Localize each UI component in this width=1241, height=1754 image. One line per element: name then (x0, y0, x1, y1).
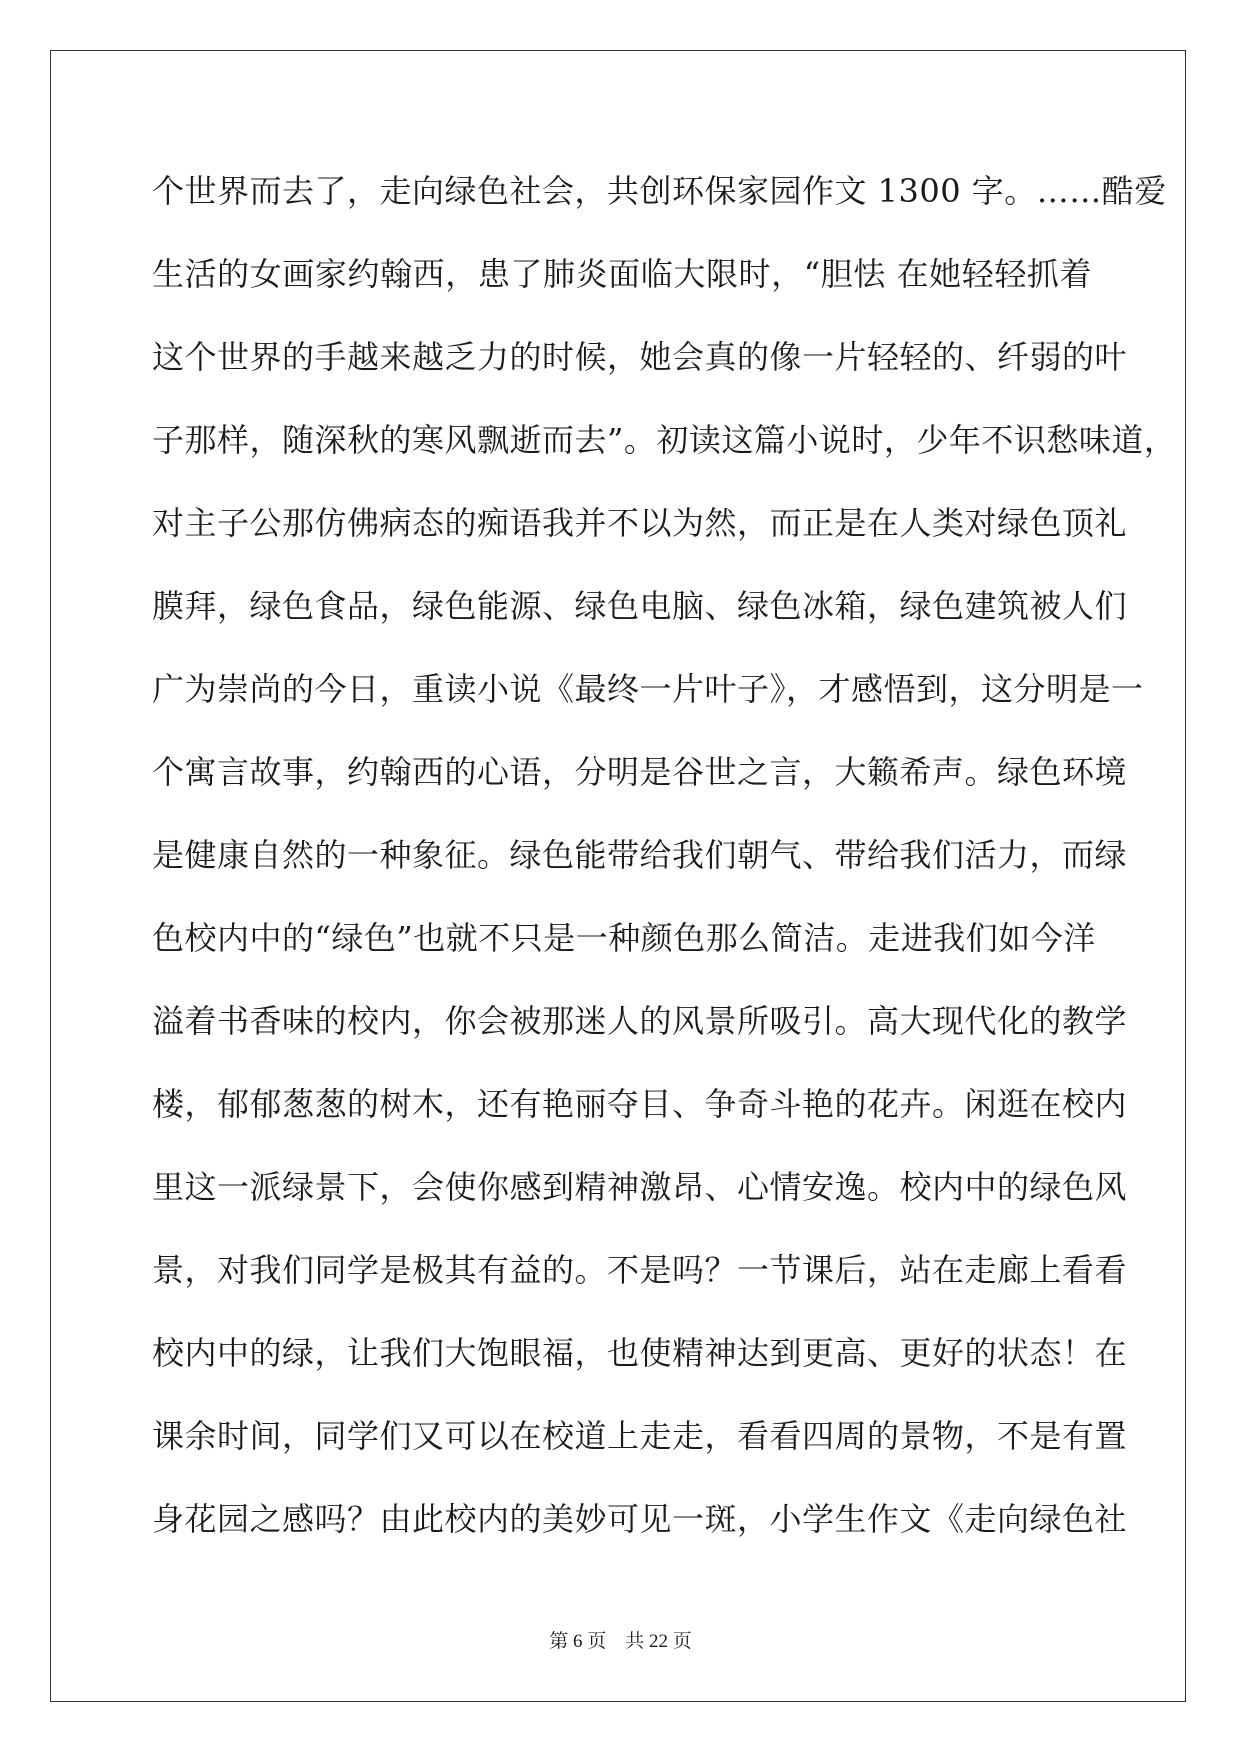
text-line: 色校内中的“绿色”也就不只是一种颜色那么简洁。走进我们如今洋 (152, 919, 1096, 957)
text-line: 课余时间，同学们又可以在校道上走走，看看四周的景物，不是有置 (152, 1417, 1128, 1455)
text-line: 个世界而去了，走向绿色社会，共创环保家园作文 1300 字。……酷爱 (152, 172, 1167, 210)
text-line: 校内中的绿，让我们大饱眼福，也使精神达到更高、更好的状态！在 (152, 1334, 1128, 1372)
body-text (152, 163, 1177, 1574)
text-line: 里这一派绿景下，会使你感到精神激昂、心情安逸。校内中的绿色风 (152, 1168, 1128, 1206)
text-line: 生活的女画家约翰西，患了肺炎面临大限时，“胆怯 在她轻轻抓着 (152, 255, 1092, 293)
page-footer (0, 1626, 1241, 1653)
text-line: 身花园之感吗？由此校内的美妙可见一斑，小学生作文《走向绿色社 (152, 1500, 1128, 1538)
text-line: 个寓言故事，约翰西的心语，分明是谷世之言，大籁希声。绿色环境 (152, 753, 1128, 791)
text-line: 景，对我们同学是极其有益的。不是吗？一节课后，站在走廊上看看 (152, 1251, 1128, 1289)
text-line: 溢着书香味的校内，你会被那迷人的风景所吸引。高大现代化的教学 (152, 1002, 1128, 1040)
page-number-current: 第 6 页 (549, 1631, 607, 1652)
text-line: 对主子公那仿佛病态的痴语我并不以为然，而正是在人类对绿色顶礼 (152, 504, 1128, 542)
text-line: 这个世界的手越来越乏力的时候，她会真的像一片轻轻的、纤弱的叶 (152, 338, 1128, 376)
text-line: 子那样，随深秋的寒风飘逝而去”。初读这篇小说时，少年不识愁味道， (152, 421, 1177, 459)
text-line: 广为崇尚的今日，重读小说《最终一片叶子》，才感悟到，这分明是一 (152, 670, 1144, 708)
text-line: 楼，郁郁葱葱的树木，还有艳丽夺目、争奇斗艳的花卉。闲逛在校内 (152, 1085, 1128, 1123)
text-line: 是健康自然的一种象征。绿色能带给我们朝气、带给我们活力，而绿 (152, 836, 1128, 874)
text-line: 膜拜，绿色食品，绿色能源、绿色电脑、绿色冰箱，绿色建筑被人们 (152, 587, 1128, 625)
page-number-total: 共 22 页 (625, 1631, 692, 1652)
